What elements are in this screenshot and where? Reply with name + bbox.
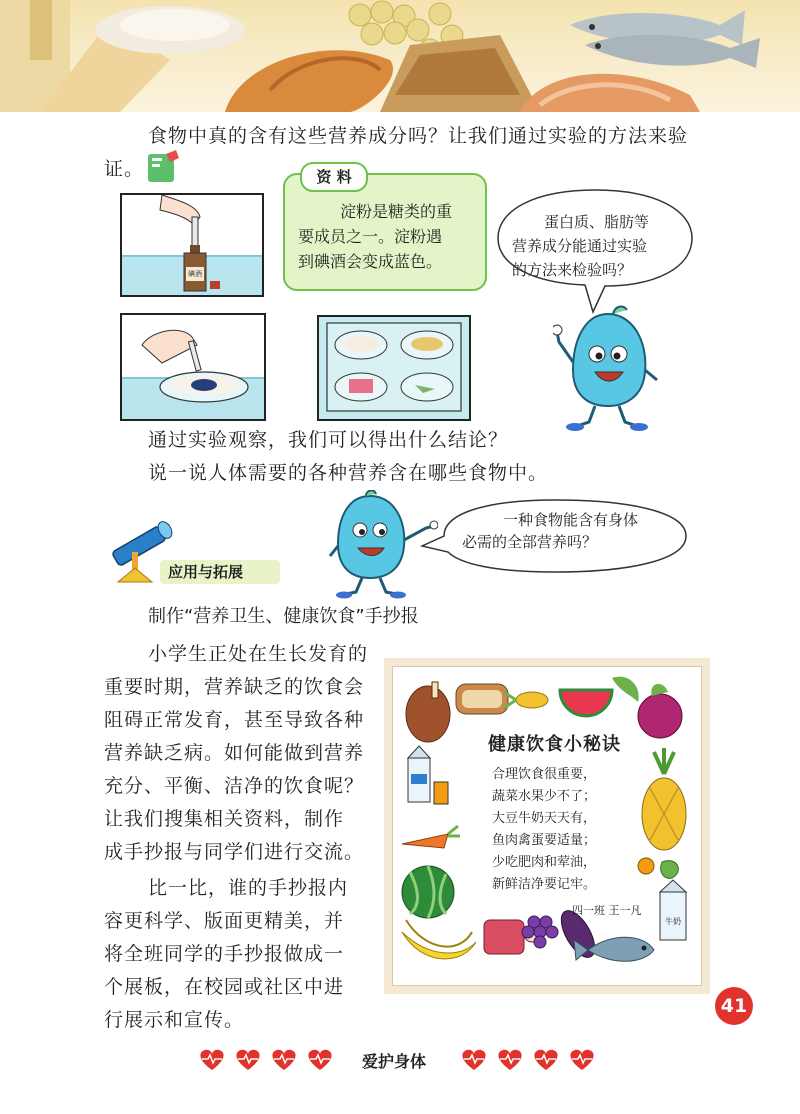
- experiment-panel-dropper-bottle: [120, 193, 264, 297]
- body-p1-line-3: 阻碍正常发育，甚至导致各种: [104, 709, 365, 731]
- experiment-panel-four-dishes: [317, 315, 471, 421]
- bubble-2-line-2: 必需的全部营养吗？: [462, 533, 598, 551]
- header-food-banner: [0, 0, 800, 112]
- footer-bar: [196, 1046, 606, 1074]
- footer-hearts-right: [458, 1046, 608, 1074]
- body-p1-line-1: 小学生正处在生长发育的: [148, 643, 369, 665]
- intro-line-1: 食物中真的含有这些营养成分吗？让我们通过实验的方法来验: [148, 125, 689, 147]
- bubble-1-line-3: 的方法来检验吗？: [512, 261, 633, 279]
- body-p2-line-4: 个展板，在校园或社区中进: [104, 976, 345, 998]
- info-line-1: 淀粉是糖类的重: [340, 202, 453, 221]
- info-line-3: 到碘酒会变成蓝色。: [298, 252, 443, 271]
- mascot-character-1: [553, 302, 663, 432]
- section-title: 制作“营养卫生、健康饮食”手抄报: [148, 606, 419, 627]
- section-banner: 应用与拓展: [168, 563, 244, 581]
- footer-hearts-left: [196, 1046, 346, 1074]
- intro-line-2: 证。: [104, 158, 145, 180]
- body-p1-line-6: 让我们搜集相关资料，制作: [104, 808, 345, 830]
- body-p1-line-2: 重要时期，营养缺乏的饮食会: [104, 676, 365, 698]
- poster-milk-label: 牛奶: [665, 917, 681, 926]
- bubble-2-line-1: 一种食物能含有身体: [503, 511, 639, 529]
- body-p2-line-3: 将全班同学的手抄报做成一: [104, 943, 345, 965]
- page-number: 41: [715, 987, 753, 1025]
- bubble-1-line-1: 蛋白质、脂肪等: [544, 213, 650, 231]
- body-p2-line-1: 比一比，谁的手抄报内: [148, 877, 349, 899]
- poster-signature: 四一班 王一凡: [572, 904, 642, 917]
- poster-title: 健康饮食小秘诀: [488, 734, 621, 755]
- poster-line-2: 蔬菜水果少不了；: [492, 789, 597, 804]
- body-p1-line-5: 充分、平衡、洁净的饮食呢？: [104, 775, 365, 797]
- handmade-poster: [384, 658, 710, 994]
- activity-handbook-icon: [146, 150, 180, 184]
- body-p2-line-2: 容更科学、版面更精美，并: [104, 910, 345, 932]
- experiment-panel-dish: [120, 313, 266, 421]
- body-p1-line-7: 成手抄报与同学们进行交流。: [104, 841, 365, 863]
- question-2: 说一说人体需要的各种营养含在哪些食物中。: [148, 462, 549, 484]
- info-line-2: 要成员之一。淀粉遇: [298, 227, 443, 246]
- bottle-label: 碘酒: [188, 270, 202, 278]
- poster-line-6: 新鲜洁净要记牢。: [492, 877, 597, 892]
- body-p1-line-4: 营养缺乏病。如何能做到营养: [104, 742, 365, 764]
- question-1: 通过实验观察，我们可以得出什么结论？: [148, 429, 509, 451]
- body-p2-line-5: 行展示和宣传。: [104, 1009, 245, 1031]
- poster-line-3: 大豆牛奶天天有，: [492, 811, 597, 826]
- info-box-title: 资 料: [300, 162, 368, 192]
- poster-line-5: 少吃肥肉和荤油，: [492, 855, 597, 870]
- footer-text: 爱护身体: [362, 1052, 427, 1071]
- poster-line-4: 鱼肉禽蛋要适量；: [492, 833, 597, 848]
- bubble-1-line-2: 营养成分能通过实验: [512, 237, 648, 255]
- food-illustration: [0, 0, 800, 112]
- poster-line-1: 合理饮食很重要，: [492, 767, 597, 782]
